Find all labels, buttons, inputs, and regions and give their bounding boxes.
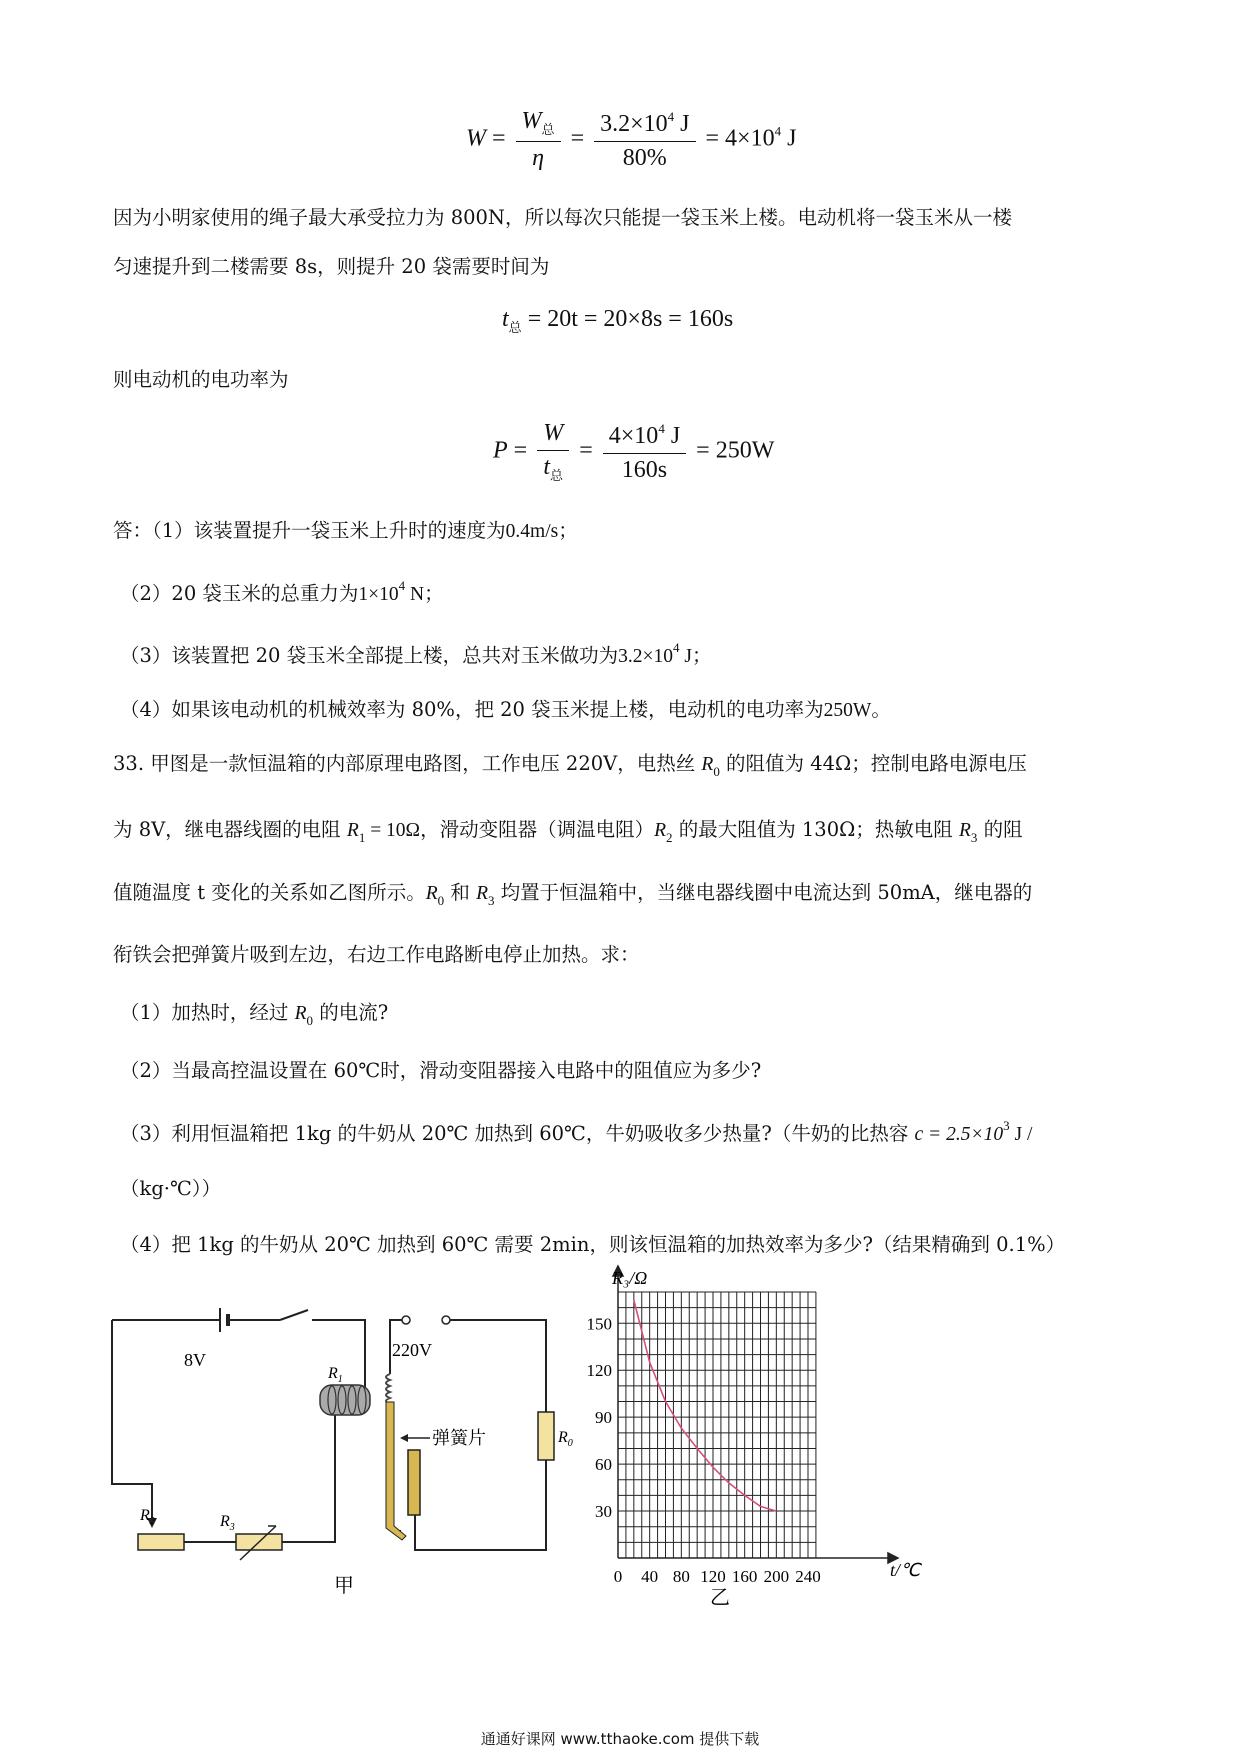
chart-ylabel: R₃/Ω xyxy=(612,1268,648,1288)
eq2-lhs-sub: 总 xyxy=(508,320,522,335)
eq3-num2: 4×10 xyxy=(608,422,659,449)
eq1-num2-sup: 4 xyxy=(667,108,675,124)
q33-l3c: 均置于恒温箱中，当继电器线圈中电流达到 50mA，继电器的 xyxy=(494,881,1033,904)
label-220v: 220V xyxy=(392,1340,432,1360)
eq1-num-var: W xyxy=(521,108,542,134)
q33-line1 xyxy=(113,751,1027,781)
q33-l2eq: = 10Ω xyxy=(365,820,421,841)
eq1-lhs: W xyxy=(466,125,486,152)
var-r1-sub: 1 xyxy=(358,830,366,845)
chart-y-tick-label: 30 xyxy=(595,1502,612,1522)
chart-x-tick-label: 240 xyxy=(795,1567,821,1586)
q33-s3-sup: 3 xyxy=(1003,1118,1010,1133)
answer-2-text: （2）20 袋玉米的总重力为 xyxy=(120,582,359,605)
chart-caption: 乙 xyxy=(710,1585,730,1609)
eq1-rhs-sup: 4 xyxy=(774,123,782,139)
answer-1-value: 0.4m/s xyxy=(505,521,559,542)
answer-3-text: （3）该装置把 20 袋玉米全部提上楼，总共对玉米做功为 xyxy=(120,644,619,667)
var-r0c: R xyxy=(294,1003,307,1024)
q33-l1b: 的阻值为 44Ω；控制电路电源电压 xyxy=(719,752,1027,775)
eq3-frac2 xyxy=(603,421,686,484)
eq3-num: W xyxy=(537,420,569,451)
para2: 则电动机的电功率为 xyxy=(113,368,289,391)
answer-3 xyxy=(120,640,711,669)
chart-x-tick-label: 200 xyxy=(763,1567,790,1586)
answer-1-text: 答：（1）该装置提升一袋玉米上升时的速度为 xyxy=(113,519,506,542)
eq1-rhs: = 4×10 xyxy=(705,125,775,152)
var-r0: R xyxy=(701,754,714,775)
eq1-num2-unit: J xyxy=(674,110,690,137)
q33-line3 xyxy=(113,880,1032,910)
eq3-lhs: P xyxy=(493,437,508,464)
q33-sub3 xyxy=(120,1118,1032,1147)
chart-y-tick-label: 120 xyxy=(586,1361,612,1381)
q33-l2c: 的最大阻值为 130Ω；热敏电阻 xyxy=(672,818,959,841)
chart-y-tick-label: 150 xyxy=(586,1314,612,1334)
answer-4 xyxy=(120,697,891,723)
answer-2-sup: 4 xyxy=(398,578,406,593)
eq1-rhs-unit: J xyxy=(781,125,797,152)
var-r0b-sub: 0 xyxy=(437,893,445,908)
answer-2 xyxy=(120,578,444,607)
eq3-den-sub: 总 xyxy=(550,468,564,483)
answer-4-post: 。 xyxy=(871,698,891,721)
chart-x-tick-label: 80 xyxy=(672,1567,690,1586)
var-r3b-sub: 3 xyxy=(487,893,495,908)
eq1-den2: 80% xyxy=(622,144,667,171)
para1-line2: 匀速提升到二楼需要 8s，则提升 20 袋需要时间为 xyxy=(113,255,550,278)
eq2-rhs: = 20t = 20×8s = 160s xyxy=(527,306,734,332)
q33-s1a: （1）加热时，经过 xyxy=(120,1001,295,1024)
equation-power: P = $\frac{W}{t_总}$ = $\frac{4\times 10^4 J}{160s}$ = 250W xyxy=(493,420,775,483)
var-r2-sub: 2 xyxy=(666,830,673,845)
footer-watermark: 通通好课网 www.tthaoke.com 提供下载 xyxy=(480,1730,760,1748)
label-r0: $R_0$ xyxy=(558,1429,573,1449)
q33-sub3-cont: （kg·℃）） xyxy=(120,1177,222,1200)
q33-s3c: c = 2.5×10 xyxy=(914,1124,1004,1145)
eq3-den2: 160s xyxy=(621,456,668,483)
equation-time-total xyxy=(502,306,733,336)
answer-2-post: ； xyxy=(424,582,444,605)
equation-work-total: W = $\frac{W_总}{\eta}$ = $\frac{3.2\times 10^4 J}{80\%}$ = $4\times 10^4$ J xyxy=(466,108,797,171)
var-r0b: R xyxy=(425,883,438,904)
circuit-diagram xyxy=(100,1290,580,1610)
var-r1: R xyxy=(346,820,359,841)
label-r1: $R_1$ xyxy=(328,1365,343,1385)
q33-l2d: 的阻 xyxy=(977,818,1023,841)
answer-1-post: ； xyxy=(558,519,578,542)
var-r0-sub: 0 xyxy=(713,764,720,779)
chart-xlabel: t/℃ xyxy=(890,1560,921,1580)
answer-3-sup: 4 xyxy=(673,640,680,655)
q33-line4: 衔铁会把弹簧片吸到左边，右边工作电路断电停止加热。求： xyxy=(113,943,640,966)
chart-x-tick-label: 0 xyxy=(613,1567,623,1586)
resistance-temperature-chart xyxy=(560,1262,940,1612)
answer-3-post: ； xyxy=(691,644,712,667)
var-r2: R xyxy=(654,820,666,841)
q33-l1a: 33. 甲图是一款恒温箱的内部原理电路图，工作电压 220V，电热丝 xyxy=(113,752,702,775)
q33-s3a: （3）利用恒温箱把 1kg 的牛奶从 20℃ 加热到 60℃，牛奶吸收多少热量?（牛奶的比热容 xyxy=(120,1122,915,1145)
q33-l3b: 和 xyxy=(444,881,477,904)
label-r2: $R_2$ xyxy=(140,1507,155,1527)
label-r3: $R_3$ xyxy=(220,1513,235,1533)
answer-4-value: 250W xyxy=(823,700,872,721)
chart-y-tick-label: 60 xyxy=(595,1455,612,1475)
q33-l2b: ，滑动变阻器（调温电阻） xyxy=(420,818,655,841)
q33-line2 xyxy=(113,817,1023,847)
eq3-num2-sup: 4 xyxy=(658,420,665,436)
eq1-num2: 3.2×10 xyxy=(600,110,668,137)
eq1-frac2 xyxy=(594,109,695,172)
var-r3: R xyxy=(958,820,971,841)
answer-1 xyxy=(113,518,578,544)
var-r0c-sub: 0 xyxy=(306,1013,314,1028)
eq1-den: η xyxy=(532,145,544,171)
eq1-num-sub: 总 xyxy=(541,122,555,137)
answer-2-value: 1×10 xyxy=(358,584,399,605)
var-r3-sub: 3 xyxy=(970,830,978,845)
eq2-lhs: t xyxy=(502,306,509,332)
q33-l2a: 为 8V，继电器线圈的电阻 xyxy=(113,818,347,841)
chart-x-tick-label: 40 xyxy=(641,1567,659,1586)
var-r3b: R xyxy=(476,883,488,904)
answer-2-unit: N xyxy=(405,584,425,605)
q33-sub2: （2）当最高控温设置在 60℃时，滑动变阻器接入电路中的阻值应为多少? xyxy=(120,1059,762,1082)
label-spring: 弹簧片 xyxy=(432,1428,486,1449)
chart-x-tick-label: 120 xyxy=(700,1567,726,1586)
eq3-rhs: = 250W xyxy=(696,437,775,464)
eq1-frac1 xyxy=(516,108,561,172)
caption-jia: 甲 xyxy=(334,1573,354,1597)
q33-l3a: 值随温度 t 变化的关系如乙图所示。 xyxy=(113,881,426,904)
chart-x-tick-label: 160 xyxy=(731,1567,758,1586)
q33-sub4: （4）把 1kg 的牛奶从 20℃ 加热到 60℃ 需要 2min，则该恒温箱的加热效率为多少?（结果精确到 0.1%） xyxy=(120,1233,1066,1256)
answer-3-unit: J xyxy=(679,646,692,667)
eq3-frac1 xyxy=(537,420,569,484)
eq3-den: t xyxy=(543,454,551,480)
answer-3-value: 3.2×10 xyxy=(618,646,673,667)
q33-sub1 xyxy=(120,1000,388,1030)
para1-line1: 因为小明家使用的绳子最大承受拉力为 800N，所以每次只能提一袋玉米上楼。电动机将一袋玉米从一楼 xyxy=(113,206,1012,229)
eq3-num2-unit: J xyxy=(664,422,681,449)
label-8v: 8V xyxy=(184,1350,206,1370)
q33-s1b: 的电流? xyxy=(313,1001,389,1024)
answer-4-text: （4）如果该电动机的机械效率为 80%，把 20 袋玉米提上楼，电动机的电功率为 xyxy=(120,698,824,721)
q33-s3d: J / xyxy=(1009,1124,1033,1145)
chart-y-tick-label: 90 xyxy=(595,1408,612,1428)
